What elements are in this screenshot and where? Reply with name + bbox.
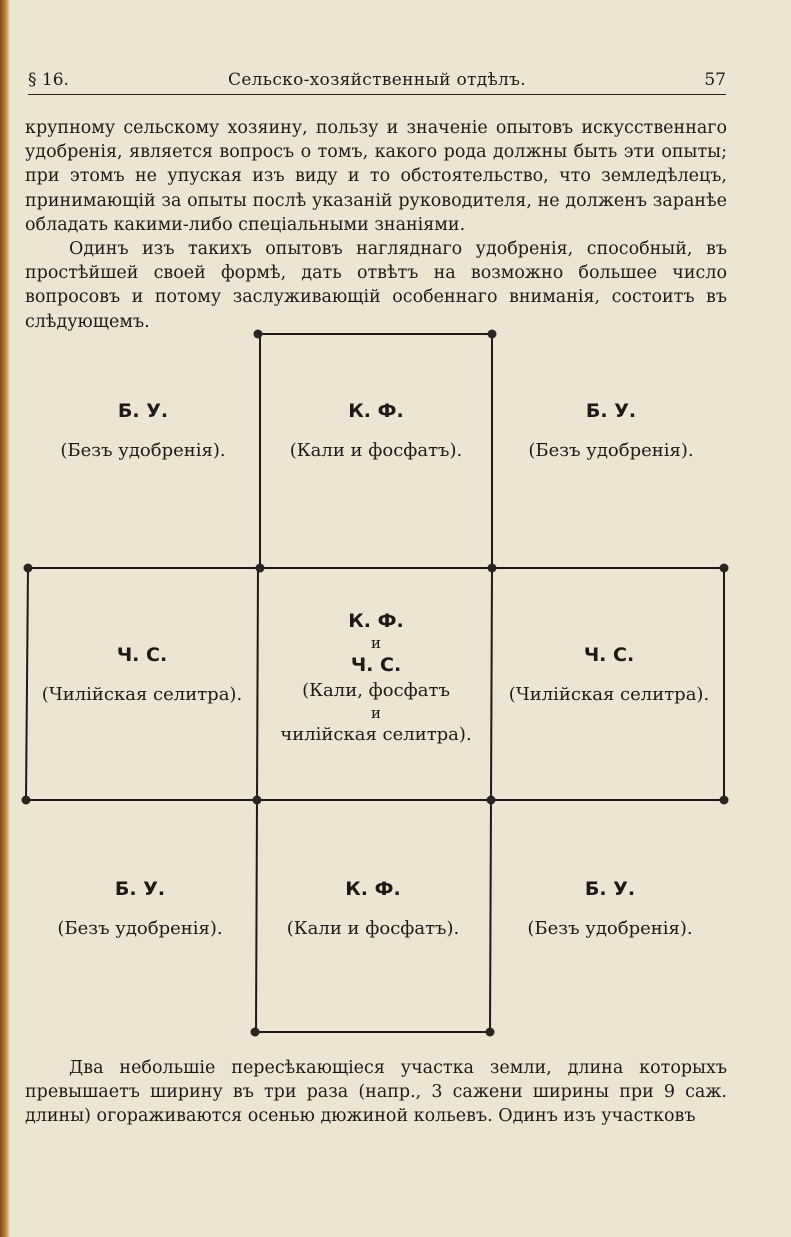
- stake-marker: [488, 564, 497, 573]
- stake-marker: [253, 796, 262, 805]
- plot-bottom-center: [258, 878, 488, 939]
- plot-description: (Чилійская селитра).: [41, 684, 243, 705]
- plot-middle-center: [262, 610, 490, 746]
- outro-text: Два небольшіе пересѣкающіеся участка земли, длина которыхъ превышаетъ ширину въ три раза (напр., 3 сажени ширины при 9 саж. длины) огораживаются осенью дюжиной кольевъ. Одинъ изъ участковъ: [25, 1058, 727, 1127]
- plot-top-center: [262, 400, 490, 461]
- plot-description: (Безъ удобренія).: [528, 440, 694, 461]
- plot-code: Б. У.: [114, 878, 166, 900]
- stake-marker: [24, 564, 33, 573]
- plot-top-left: [30, 400, 256, 461]
- plot-description: (Безъ удобренія).: [57, 918, 223, 939]
- plot-code: Б. У.: [117, 400, 169, 422]
- stake-marker: [488, 330, 497, 339]
- plot-middle-left: [28, 644, 256, 705]
- plot-code: Б. У.: [585, 400, 637, 422]
- stake-marker: [251, 1028, 260, 1037]
- plot-code: Б. У.: [584, 878, 636, 900]
- plot-code: К. Ф.: [348, 610, 404, 632]
- stake-marker: [22, 796, 31, 805]
- plot-description: (Чилійская селитра).: [508, 684, 710, 705]
- plot-description: (Кали и фосфатъ).: [286, 918, 460, 939]
- plot-middle-right: [494, 644, 724, 705]
- stake-marker: [256, 564, 265, 573]
- plot-code: Ч. С.: [583, 644, 635, 666]
- plot-code: Ч. С.: [350, 654, 402, 676]
- plot-description: (Безъ удобренія).: [527, 918, 693, 939]
- intro-text-2: Одинъ изъ такихъ опытовъ нагляднаго удобренія, способный, въ простѣйшей своей формѣ, дать отвѣтъ на возможно большее число вопросовъ и потому заслуживающій особеннаго вниманія, состоитъ въ слѣдующемъ.: [25, 239, 727, 332]
- plot-bottom-left: [26, 878, 254, 939]
- stake-marker: [720, 564, 729, 573]
- plot-code: К. Ф.: [345, 878, 401, 900]
- section-number: § 16.: [28, 70, 69, 90]
- plot-code: Ч. С.: [116, 644, 168, 666]
- conjunction: и: [371, 634, 381, 652]
- stake-marker: [486, 1028, 495, 1037]
- stake-marker: [254, 330, 263, 339]
- plot-description: (Кали и фосфатъ).: [289, 440, 463, 461]
- plot-description: (Кали, фосфатъ: [302, 680, 450, 701]
- stake-marker: [720, 796, 729, 805]
- section-title: Сельско-хозяйственный отдѣлъ.: [228, 70, 526, 90]
- stake-marker: [487, 796, 496, 805]
- plot-code: К. Ф.: [348, 400, 404, 422]
- intro-text: крупному сельскому хозяину, пользу и значеніе опытовъ искусственнаго удобренія, является вопросъ о томъ, какого рода должны быть эти опыты; при этомъ не упуская изъ виду и то обстоятельство, что земледѣлецъ, принимающій за опыты послѣ указаній руководителя, не долженъ заранѣе обладать какими-либо спеціальными знаніями.: [25, 118, 727, 235]
- plot-description: чилійская селитра).: [280, 724, 472, 745]
- page-number: 57: [704, 70, 726, 90]
- outro-paragraph: [25, 1056, 727, 1129]
- conjunction: и: [371, 704, 381, 722]
- plot-top-right: [496, 400, 726, 461]
- plot-bottom-right: [494, 878, 726, 939]
- plot-description: (Безъ удобренія).: [60, 440, 226, 461]
